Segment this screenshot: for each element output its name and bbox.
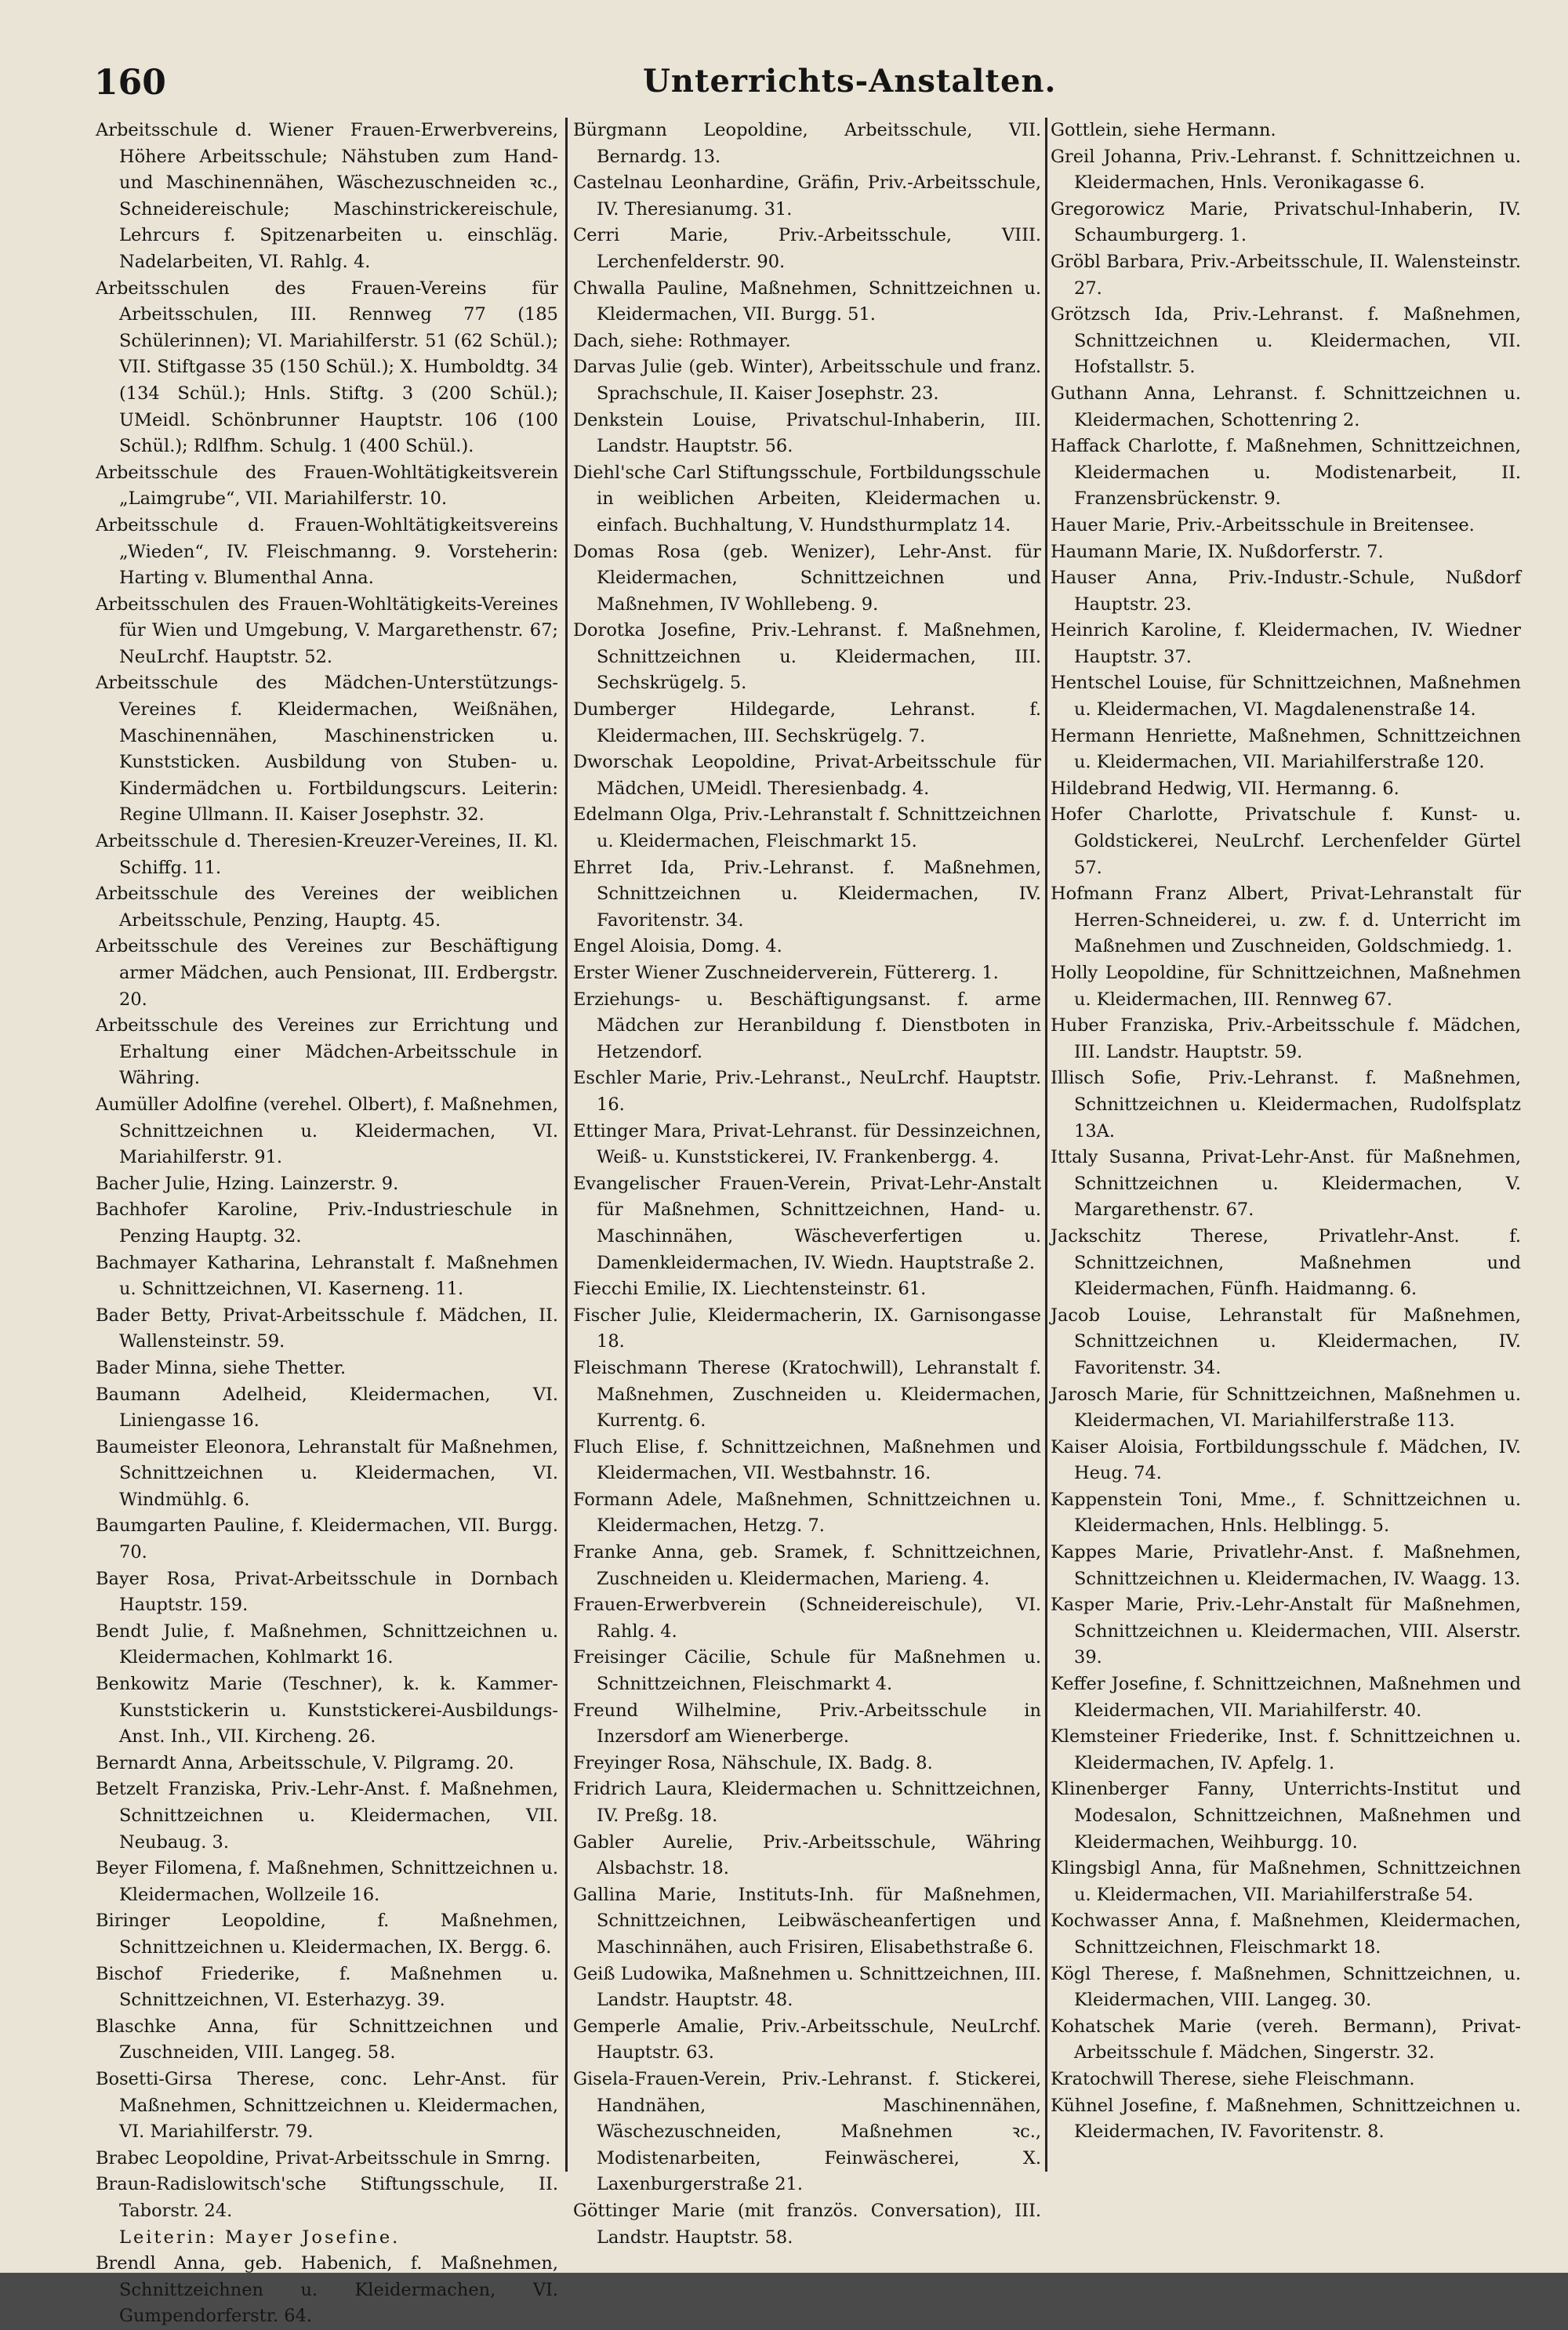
- directory-entry: Kochwasser Anna, f. Maßnehmen, Kleidermachen, Schnittzeichnen, Fleischmarkt 18.: [1051, 1911, 1521, 1958]
- page-header: [94, 63, 1490, 110]
- directory-entry: Erziehungs- u. Beschäftigungsanst. f. arme Mädchen zur Heranbildung f. Dienstboten in Hetzendorf.: [573, 989, 1041, 1062]
- directory-entry: Betzelt Franziska, Priv.-Lehr-Anst. f. Maßnehmen, Schnittzeichnen u. Kleidermachen, VII. Neubaug. 3.: [96, 1779, 558, 1853]
- directory-entry: Hofmann Franz Albert, Privat-Lehranstalt für Herren-Schneiderei, u. zw. f. d. Unterricht im Maßnehmen und Zuschneiden, Goldschmiedg. 1.: [1051, 884, 1521, 957]
- directory-entry: Hildebrand Hedwig, VII. Hermanng. 6.: [1051, 778, 1399, 799]
- directory-entry: Hermann Henriette, Maßnehmen, Schnittzeichnen u. Kleidermachen, VII. Mariahilferstraße 120.: [1051, 725, 1521, 773]
- directory-entry: Klinenberger Fanny, Unterrichts-Institut und Modesalon, Schnittzeichnen, Maßnehmen und Kleidermachen, Weihburgg. 10.: [1051, 1779, 1521, 1853]
- directory-entry: Arbeitsschule des Vereines zur Errichtung und Erhaltung einer Mädchen-Arbeitsschule in Währing.: [96, 1015, 558, 1089]
- directory-entry: Blaschke Anna, für Schnittzeichnen und Zuschneiden, VIII. Langeg. 58.: [96, 2016, 558, 2063]
- directory-entry: Bachhofer Karoline, Priv.-Industrieschule in Penzing Hauptg. 32.: [96, 1199, 558, 1247]
- directory-entry: Bader Minna, siehe Thetter.: [96, 1357, 347, 1378]
- directory-entry: Evangelischer Frauen-Verein, Privat-Lehr-Anstalt für Maßnehmen, Schnittzeichnen, Hand- u. Maschinnähen, Wäscheverfertigen u. Damenkleidermachen, IV. Wiedn. Hauptstraße 2.: [573, 1173, 1041, 1273]
- directory-entry: Fiecchi Emilie, IX. Liechtensteinstr. 61.: [573, 1279, 927, 1300]
- page-number: 160: [94, 63, 166, 103]
- directory-entry: Holly Leopoldine, für Schnittzeichnen, Maßnehmen u. Kleidermachen, III. Rennweg 67.: [1051, 963, 1521, 1010]
- directory-entry: Jarosch Marie, für Schnittzeichnen, Maßnehmen u. Kleidermachen, VI. Mariahilferstraße 113.: [1051, 1384, 1521, 1432]
- directory-entry: Gröbl Barbara, Priv.-Arbeitsschule, II. Walensteinstr. 27.: [1051, 251, 1521, 299]
- directory-entry: Guthann Anna, Lehranst. f. Schnittzeichnen u. Kleidermachen, Schottenring 2.: [1051, 383, 1521, 430]
- column-3: [1051, 118, 1521, 2172]
- directory-entry: Baumeister Eleonora, Lehranstalt für Maßnehmen, Schnittzeichnen u. Kleidermachen, VI. Windmühlg. 6.: [96, 1436, 558, 1510]
- directory-entry: Eschler Marie, Priv.-Lehranst., NeuLrchf. Hauptstr. 16.: [573, 1068, 1041, 1115]
- directory-entry: Frauen-Erwerbverein (Schneidereischule), VI. Rahlg. 4.: [573, 1595, 1041, 1642]
- directory-entry: Kappes Marie, Privatlehr-Anst. f. Maßnehmen, Schnittzeichnen u. Kleidermachen, IV. Waagg. 13.: [1051, 1542, 1521, 1589]
- directory-entry: Jacob Louise, Lehranstalt für Maßnehmen, Schnittzeichnen u. Kleidermachen, IV. Favoritenstr. 34.: [1051, 1305, 1521, 1378]
- directory-entry: Arbeitsschule d. Theresien-Kreuzer-Vereines, II. Kl. Schiffg. 11.: [96, 831, 558, 878]
- directory-entry: Hofer Charlotte, Privatschule f. Kunst- u. Goldstickerei, NeuLrchf. Lerchenfelder Gürtel 57.: [1051, 804, 1521, 878]
- directory-entry: Klemsteiner Friederike, Inst. f. Schnittzeichnen u. Kleidermachen, IV. Apfelg. 1.: [1051, 1726, 1521, 1773]
- directory-entry: Franke Anna, geb. Sramek, f. Schnittzeichnen, Zuschneiden u. Kleidermachen, Marieng. 4.: [573, 1542, 1041, 1589]
- column-1: [96, 118, 558, 2327]
- directory-entry: Braun-Radislowitsch'sche Stiftungsschule, II. Taborstr. 24.: [96, 2174, 558, 2221]
- directory-entry: Klingsbigl Anna, für Maßnehmen, Schnittzeichnen u. Kleidermachen, VII. Mariahilferstraße 54.: [1051, 1858, 1521, 1905]
- directory-entry: Arbeitsschule d. Frauen-Wohltätigkeitsvereins „Wieden“, IV. Fleischmanng. 9. Vorsteherin: Harting v. Blumenthal Anna.: [96, 514, 558, 589]
- directory-entry: Geiß Ludowika, Maßnehmen u. Schnittzeichnen, III. Landstr. Hauptstr. 48.: [573, 1963, 1041, 2011]
- directory-entry: Arbeitsschule des Frauen-Wohltätigkeitsverein „Laimgrube“, VII. Mariahilferstr. 10.: [96, 462, 558, 510]
- directory-entry: Dumberger Hildegarde, Lehranst. f. Kleidermachen, III. Sechskrügelg. 7.: [573, 699, 1041, 746]
- directory-entry: Gottlein, siehe Hermann.: [1051, 120, 1276, 140]
- directory-entry: Gregorowicz Marie, Privatschul-Inhaberin, IV. Schaumburgerg. 1.: [1051, 198, 1521, 246]
- directory-entry: Denkstein Louise, Privatschul-Inhaberin, III. Landstr. Hauptstr. 56.: [573, 409, 1041, 457]
- directory-entry: Freund Wilhelmine, Priv.-Arbeitsschule in Inzersdorf am Wienerberge.: [573, 1700, 1041, 1748]
- column-2: [573, 118, 1041, 2248]
- directory-entry: Baumann Adelheid, Kleidermachen, VI. Liniengasse 16.: [96, 1384, 558, 1432]
- page-title: Unterrichts-Anstalten.: [643, 63, 1057, 100]
- directory-entry: Fleischmann Therese (Kratochwill), Lehranstalt f. Maßnehmen, Zuschneiden u. Kleidermachen, Kurrentg. 6.: [573, 1357, 1041, 1432]
- directory-entry: Engel Aloisia, Domg. 4.: [573, 936, 782, 957]
- directory-entry: Kratochwill Therese, siehe Fleischmann.: [1051, 2068, 1415, 2089]
- directory-entry: Fluch Elise, f. Schnittzeichnen, Maßnehmen und Kleidermachen, VII. Westbahnstr. 16.: [573, 1436, 1041, 1484]
- directory-entry: Ittaly Susanna, Privat-Lehr-Anst. für Maßnehmen, Schnittzeichnen u. Kleidermachen, V. Margarethenstr. 67.: [1051, 1147, 1521, 1221]
- directory-entry: Haffack Charlotte, f. Maßnehmen, Schnittzeichnen, Kleidermachen u. Modistenarbeit, II. Franzensbrückenstr. 9.: [1051, 436, 1521, 510]
- directory-entry: Brabec Leopoldine, Privat-Arbeitsschule in Smrng.: [96, 2147, 551, 2168]
- directory-entry: Chwalla Pauline, Maßnehmen, Schnittzeichnen u. Kleidermachen, VII. Burgg. 51.: [573, 278, 1041, 325]
- directory-entry: Kohatschek Marie (vereh. Bermann), Privat-Arbeitsschule f. Mädchen, Singerstr. 32.: [1051, 2016, 1521, 2063]
- directory-entry: Greil Johanna, Priv.-Lehranst. f. Schnittzeichnen u. Kleidermachen, Hnls. Veronikagasse 6.: [1051, 146, 1521, 194]
- directory-entry: Bischof Friederike, f. Maßnehmen u. Schnittzeichnen, VI. Esterhazyg. 39.: [96, 1963, 558, 2011]
- directory-entry: Grötzsch Ida, Priv.-Lehranst. f. Maßnehmen, Schnittzeichnen u. Kleidermachen, VII. Hofstallstr. 5.: [1051, 304, 1521, 378]
- directory-entry: Arbeitsschule des Mädchen-Unterstützungs-Vereines f. Kleidermachen, Weißnähen, Maschinennähen, Maschinenstricken u. Kunststicken. Ausbildung von Stuben- u. Kindermädchen u. Fortbildungscurs. Leiterin: Regine Ullmann. II. Kaiser Josephstr. 32.: [96, 673, 558, 826]
- directory-entry: Ehrret Ida, Priv.-Lehranst. f. Maßnehmen, Schnittzeichnen u. Kleidermachen, IV. Favoritenstr. 34.: [573, 857, 1041, 931]
- directory-entry: Domas Rosa (geb. Wenizer), Lehr-Anst. für Kleidermachen, Schnittzeichnen und Maßnehmen, IV Wohllebeng. 9.: [573, 541, 1041, 615]
- directory-entry: Huber Franziska, Priv.-Arbeitsschule f. Mädchen, III. Landstr. Hauptstr. 59.: [1051, 1015, 1521, 1062]
- column-divider: [565, 118, 568, 2172]
- directory-entry: Arbeitsschulen des Frauen-Vereins für Arbeitsschulen, III. Rennweg 77 (185 Schülerinnen); VI. Mariahilferstr. 51 (62 Schül.); VII. Stiftgasse 35 (150 Schül.); X. Humboldtg. 34 (134 Schül.); Hnls. Stiftg. 3 (200 Schül.); UMeidl. Schönbrunner Hauptstr. 106 (100 Schül.); Rdlfhm. Schulg. 1 (400 Schül.).: [96, 278, 558, 457]
- directory-entry: Arbeitsschule des Vereines der weiblichen Arbeitsschule, Penzing, Hauptg. 45.: [96, 884, 558, 931]
- directory-entry: Bendt Julie, f. Maßnehmen, Schnittzeichnen u. Kleidermachen, Kohlmarkt 16.: [96, 1620, 558, 1668]
- directory-entry: Jackschitz Therese, Privatlehr-Anst. f. Schnittzeichnen, Maßnehmen und Kleidermachen, Fünfh. Haidmanng. 6.: [1051, 1225, 1521, 1300]
- directory-entry: Illisch Sofie, Priv.-Lehranst. f. Maßnehmen, Schnittzeichnen u. Kleidermachen, Rudolfsplatz 13A.: [1051, 1068, 1521, 1141]
- directory-entry: Göttinger Marie (mit französ. Conversation), III. Landstr. Hauptstr. 58.: [573, 2200, 1041, 2248]
- directory-entry: Edelmann Olga, Priv.-Lehranstalt f. Schnittzeichnen u. Kleidermachen, Fleischmarkt 15.: [573, 804, 1041, 852]
- directory-entry: Kappenstein Toni, Mme., f. Schnittzeichnen u. Kleidermachen, Hnls. Helblingg. 5.: [1051, 1489, 1521, 1537]
- directory-entry: Kühnel Josefine, f. Maßnehmen, Schnittzeichnen u. Kleidermachen, IV. Favoritenstr. 8.: [1051, 2095, 1521, 2143]
- directory-entry: Kögl Therese, f. Maßnehmen, Schnittzeichnen, u. Kleidermachen, VIII. Langeg. 30.: [1051, 1963, 1521, 2011]
- directory-entry: Gallina Marie, Instituts-Inh. für Maßnehmen, Schnittzeichnen, Leibwäscheanfertigen und Maschinnähen, auch Frisiren, Elisabethstraße 6.: [573, 1884, 1041, 1958]
- directory-entry: Arbeitsschule d. Wiener Frauen-Erwerbvereins, Höhere Arbeitsschule; Nähstuben zum Hand- und Maschinennähen, Wäschezuschneiden ꝛc., Schneidereischule; Maschinstrickereischule, Lehrcurs f. Spitzenarbeiten u. einschläg. Nadelarbeiten, VI. Rahlg. 4.: [96, 120, 558, 272]
- directory-entry: Heinrich Karoline, f. Kleidermachen, IV. Wiedner Hauptstr. 37.: [1051, 620, 1521, 667]
- directory-entry: Castelnau Leonhardine, Gräfin, Priv.-Arbeitsschule, IV. Theresianumg. 31.: [573, 172, 1041, 220]
- directory-entry: Freyinger Rosa, Nähschule, IX. Badg. 8.: [573, 1752, 933, 1773]
- directory-entry: Bayer Rosa, Privat-Arbeitsschule in Dornbach Hauptstr. 159.: [96, 1568, 558, 1616]
- directory-entry: Leiterin: Mayer Josefine.: [119, 2227, 401, 2248]
- directory-entry: Fischer Julie, Kleidermacherin, IX. Garnisongasse 18.: [573, 1305, 1041, 1352]
- directory-entry: Keffer Josefine, f. Schnittzeichnen, Maßnehmen und Kleidermachen, VII. Mariahilferstr. 40.: [1051, 1674, 1521, 1721]
- directory-entry: Bürgmann Leopoldine, Arbeitsschule, VII. Bernardg. 13.: [573, 120, 1041, 167]
- directory-entry: Bernardt Anna, Arbeitsschule, V. Pilgramg. 20.: [96, 1752, 514, 1773]
- directory-entry: Fridrich Laura, Kleidermachen u. Schnittzeichnen, IV. Preßg. 18.: [573, 1779, 1041, 1826]
- directory-entry: Bachmayer Katharina, Lehranstalt f. Maßnehmen u. Schnittzeichnen, VI. Kaserneng. 11.: [96, 1252, 558, 1300]
- directory-entry: Gabler Aurelie, Priv.-Arbeitsschule, Währing Alsbachstr. 18.: [573, 1831, 1041, 1879]
- directory-entry: Hauer Marie, Priv.-Arbeitsschule in Breitensee.: [1051, 514, 1475, 535]
- directory-entry: Hauser Anna, Priv.-Industr.-Schule, Nußdorf Hauptstr. 23.: [1051, 568, 1521, 615]
- directory-entry: Dorotka Josefine, Priv.-Lehranst. f. Maßnehmen, Schnittzeichnen u. Kleidermachen, III. Sechskrügelg. 5.: [573, 620, 1041, 694]
- directory-entry: Haumann Marie, IX. Nußdorferstr. 7.: [1051, 541, 1384, 562]
- directory-entry: Formann Adele, Maßnehmen, Schnittzeichnen u. Kleidermachen, Hetzg. 7.: [573, 1489, 1041, 1537]
- directory-entry: Dworschak Leopoldine, Privat-Arbeitsschule für Mädchen, UMeidl. Theresienbadg. 4.: [573, 752, 1041, 799]
- directory-entry: Brendl Anna, geb. Habenich, f. Maßnehmen, Schnittzeichnen u. Kleidermachen, VI. Gumpendorferstr. 64.: [96, 2253, 558, 2327]
- directory-entry: Arbeitsschulen des Frauen-Wohltätigkeits-Vereines für Wien und Umgebung, V. Margarethenstr. 67; NeuLrchf. Hauptstr. 52.: [96, 593, 558, 667]
- directory-entry: Hentschel Louise, für Schnittzeichnen, Maßnehmen u. Kleidermachen, VI. Magdalenenstraße 14.: [1051, 673, 1521, 720]
- directory-entry: Arbeitsschule des Vereines zur Beschäftigung armer Mädchen, auch Pensionat, III. Erdbergstr. 20.: [96, 936, 558, 1010]
- directory-entry: Bacher Julie, Hzing. Lainzerstr. 9.: [96, 1173, 399, 1194]
- directory-entry: Freisinger Cäcilie, Schule für Maßnehmen u. Schnittzeichnen, Fleischmarkt 4.: [573, 1647, 1041, 1695]
- directory-entry: Benkowitz Marie (Teschner), k. k. Kammer-Kunststickerin u. Kunststickerei-Ausbildungs-Anst. Inh., VII. Kircheng. 26.: [96, 1674, 558, 1748]
- directory-entry: Bosetti-Girsa Therese, conc. Lehr-Anst. für Maßnehmen, Schnittzeichnen u. Kleidermachen, VI. Mariahilferstr. 79.: [96, 2068, 558, 2143]
- directory-entry: Cerri Marie, Priv.-Arbeitsschule, VIII. Lerchenfelderstr. 90.: [573, 225, 1041, 272]
- directory-entry: Dach, siehe: Rothmayer.: [573, 330, 791, 351]
- directory-entry: Ettinger Mara, Privat-Lehranst. für Dessinzeichnen, Weiß- u. Kunststickerei, IV. Frankenbergg. 4.: [573, 1120, 1041, 1168]
- directory-entry: Kaiser Aloisia, Fortbildungsschule f. Mädchen, IV. Heug. 74.: [1051, 1436, 1521, 1484]
- directory-entry: Beyer Filomena, f. Maßnehmen, Schnittzeichnen u. Kleidermachen, Wollzeile 16.: [96, 1858, 558, 1905]
- directory-entry: Gisela-Frauen-Verein, Priv.-Lehranst. f. Stickerei, Handnähen, Maschinennähen, Wäschezuschneiden, Maßnehmen ꝛc., Modistenarbeiten, Feinwäscherei, X. Laxenburgerstraße 21.: [573, 2068, 1041, 2195]
- column-divider: [1045, 118, 1047, 2172]
- directory-entry: Baumgarten Pauline, f. Kleidermachen, VII. Burgg. 70.: [96, 1515, 558, 1563]
- directory-entry: Kasper Marie, Priv.-Lehr-Anstalt für Maßnehmen, Schnittzeichnen u. Kleidermachen, VIII. Alserstr. 39.: [1051, 1595, 1521, 1668]
- directory-entry: Biringer Leopoldine, f. Maßnehmen, Schnittzeichnen u. Kleidermachen, IX. Bergg. 6.: [96, 1911, 558, 1958]
- directory-entry: Bader Betty, Privat-Arbeitsschule f. Mädchen, II. Wallensteinstr. 59.: [96, 1305, 558, 1352]
- directory-entry: Aumüller Adolfine (verehel. Olbert), f. Maßnehmen, Schnittzeichnen u. Kleidermachen, VI. Mariahilferstr. 91.: [96, 1094, 558, 1168]
- directory-entry: Diehl'sche Carl Stiftungsschule, Fortbildungsschule in weiblichen Arbeiten, Kleidermachen u. einfach. Buchhaltung, V. Hundsthurmplatz 14.: [573, 462, 1041, 535]
- directory-entry: Darvas Julie (geb. Winter), Arbeitsschule und franz. Sprachschule, II. Kaiser Josephstr. 23.: [573, 357, 1041, 404]
- directory-entry: Erster Wiener Zuschneiderverein, Füttererg. 1.: [573, 963, 999, 983]
- directory-entry: Gemperle Amalie, Priv.-Arbeitsschule, NeuLrchf. Hauptstr. 63.: [573, 2016, 1041, 2063]
